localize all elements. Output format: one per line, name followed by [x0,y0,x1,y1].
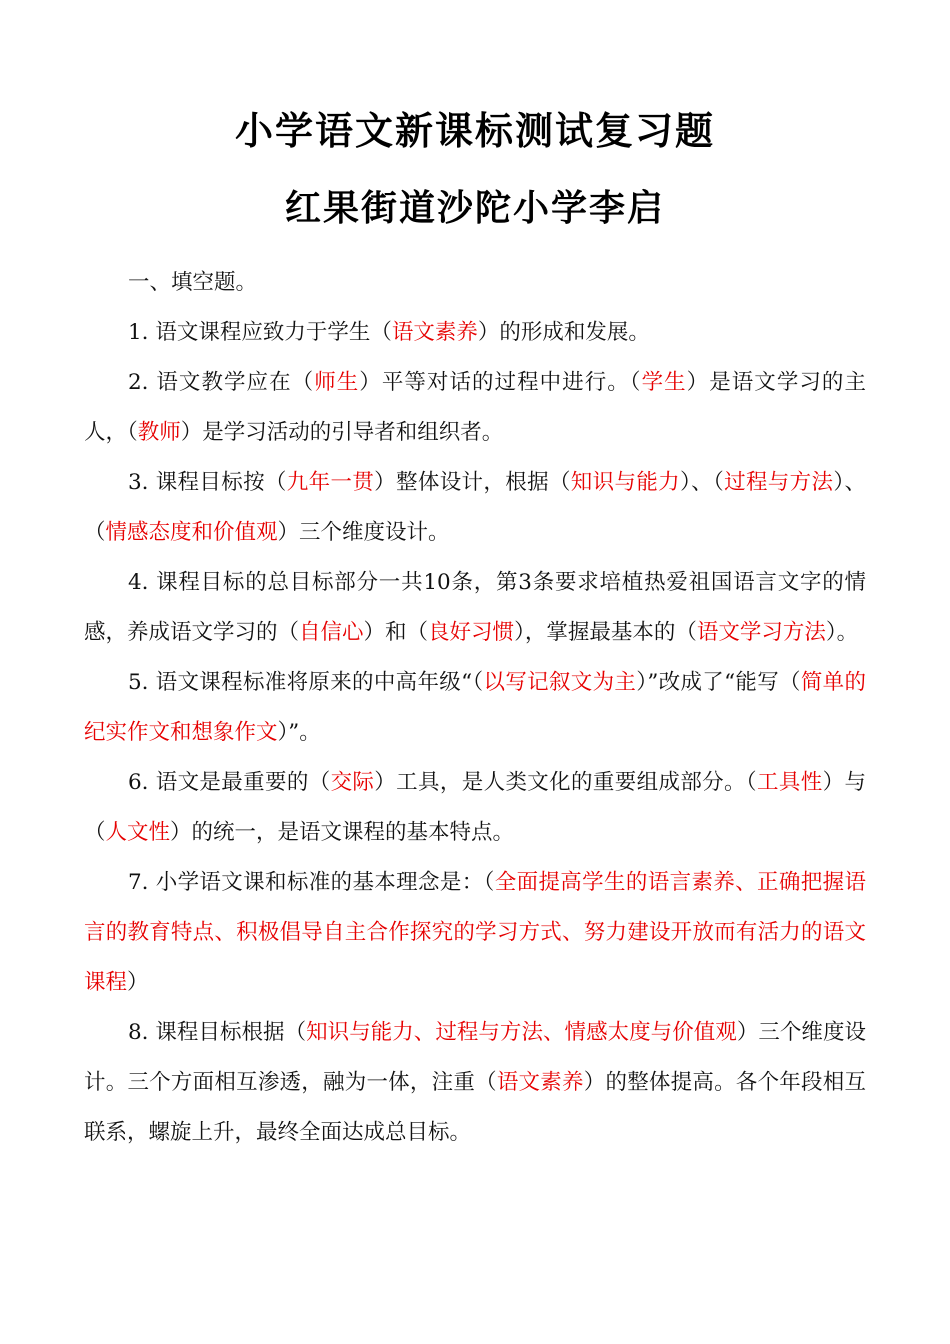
answer-text: 以写记叙文为主 [483,670,637,695]
question-text: ），掌握最基本的（ [514,620,697,645]
question-text: ）”。 [277,720,321,745]
question-item [84,358,866,458]
question-text: ）平等对话的过程中进行。（ [359,370,642,395]
question-text: ）是学习活动的引导者和组织者。 [180,420,504,445]
question-text: ）三个维度设计。 [277,520,450,545]
question-text: ）、（ [680,470,725,495]
question-item [84,858,866,1008]
question-text: 4. 课程目标的总目标部分一共10条，第3条要求培植热爱祖国语言文字的情感，养成语文学习的（ [84,570,866,645]
question-text: ）工具，是人类文化的重要组成部分。（ [374,770,758,795]
question-item [84,308,866,358]
answer-text: 学生 [641,370,687,395]
answer-text: 教师 [137,420,181,445]
question-item [84,658,866,758]
question-text: 2. 语文教学应在（ [128,370,315,395]
answer-text: 知识与能力 [570,470,681,495]
question-text: ）是语文学习的主人，（ [84,370,866,445]
answer-text: 语文素养 [391,320,478,345]
question-text: 6. 语文是最重要的（ [128,770,331,795]
answer-text: 工具性 [757,770,823,795]
document-subtitle: 红果街道沙陀小学李启 [284,188,665,229]
answer-text: 自信心 [299,620,364,645]
question-text: 一、填空题。 [128,270,258,295]
question-item [84,1008,866,1158]
question-text: ）与（ [84,770,866,845]
answer-text: 语文素养 [496,1070,584,1095]
answer-text: 过程与方法 [724,470,834,495]
question-text: ）三个维度设计。三个方面相互渗透，融为一体，注重（ [84,1020,866,1095]
answer-text: 良好习惯 [428,620,515,645]
question-text: ）和（ [363,620,429,645]
answer-text: 师生 [314,370,360,395]
answer-text: 交际 [330,770,375,795]
answer-text: 九年一贯 [286,470,375,495]
question-text: 8. 课程目标根据（ [128,1020,307,1045]
question-item [84,758,866,858]
section-heading [84,258,866,308]
question-text: ）整体设计，根据（ [374,470,571,495]
question-item [84,558,866,658]
answer-text: 知识与能力、过程与方法、情感太度与价值观 [306,1020,737,1045]
question-text: 1. 语文课程应致力于学生（ [128,320,392,345]
question-text: 7. 小学语文课和标准的基本理念是：（ [128,870,495,895]
question-text: ）的形成和发展。 [477,320,650,345]
question-text: 5. 语文课程标准将原来的中高年级“（ [128,670,484,695]
answer-text: 人文性 [105,820,171,845]
document-body [84,258,866,1158]
answer-text: 情感态度和价值观 [105,520,278,545]
answer-text: 简单的纪实作文和想象作文 [84,670,866,745]
question-text: ）的整体提高。各个年段相互联系，螺旋上升，最终全面达成总目标。 [84,1070,866,1145]
question-text: ）”改成了“能写（ [636,670,801,695]
question-text: 3. 课程目标按（ [128,470,287,495]
question-item [84,458,866,558]
question-text: ） [127,970,149,995]
question-text: ）、（ [84,470,866,545]
document-title: 小学语文新课标测试复习题 [234,109,715,153]
question-text: ）。 [825,620,859,645]
question-text: ）的统一，是语文课程的基本特点。 [170,820,515,845]
answer-text: 语文学习方法 [696,620,826,645]
answer-text: 全面提高学生的语言素养、正确把握语言的教育特点、积极倡导自主合作探究的学习方式、努力建设开放而有活力的语文课程 [84,870,866,995]
